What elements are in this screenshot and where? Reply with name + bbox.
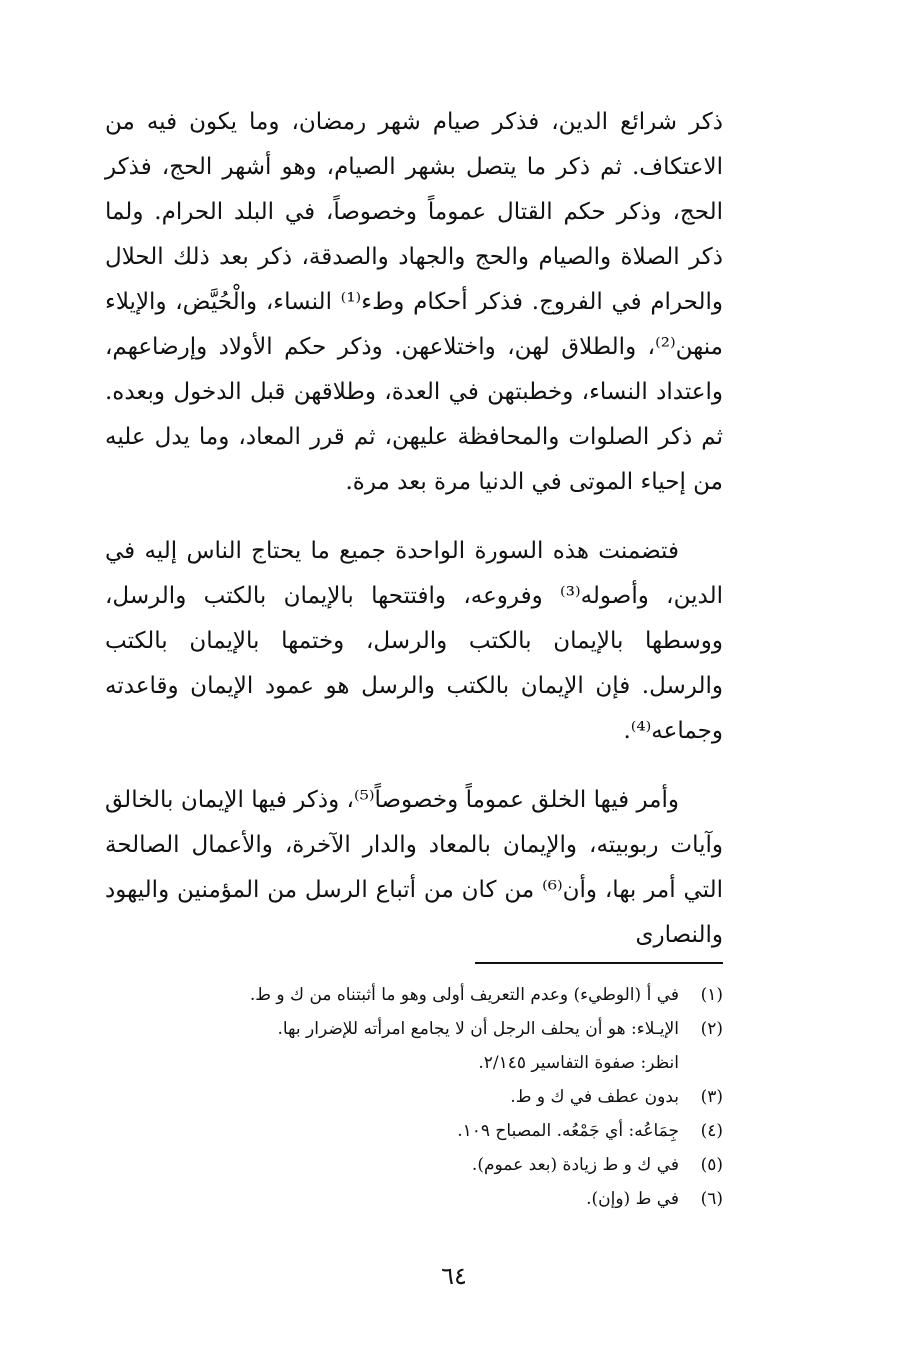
- footnote-3: [200, 1080, 723, 1114]
- footnote-number: (٦): [700, 1189, 723, 1209]
- footnote-5: [200, 1148, 723, 1182]
- footnote-number: (٤): [700, 1121, 723, 1141]
- page-number: ٦٤: [441, 1262, 467, 1290]
- footnote-text: جِمَاعُه: أي جَمْعُه. المصباح ١٠٩.: [457, 1121, 679, 1141]
- footnote-2-continuation: [200, 1046, 723, 1080]
- footnote-separator: [475, 962, 723, 964]
- footnote-text: في ط (وإن).: [586, 1189, 679, 1209]
- footnotes: [200, 978, 723, 1216]
- footnote-text: الإيـلاء: هو أن يحلف الرجل أن لا يجامع امرأته للإضرار بها.: [277, 1019, 679, 1039]
- footnote-number: (٥): [700, 1155, 723, 1175]
- paragraph-3: وأمر فيها الخلق عموماً وخصوصاً⁽⁵⁾، وذكر فيها الإيمان بالخالق وآيات ربوبيته، والإيمان بالمعاد والدار الآخرة، والأعمال الصالحة التي أمر بها، وأن⁽⁶⁾ من كان من أتباع الرسل من المؤمنين واليهود والنصارى: [105, 787, 723, 948]
- footnote-text: بدون عطف في ك و ط.: [510, 1087, 679, 1107]
- paragraph-2: فتضمنت هذه السورة الواحدة جميع ما يحتاج الناس إليه في الدين، وأصوله⁽³⁾ وفروعه، وافتتحها بالإيمان بالكتب والرسل، ووسطها بالإيمان بالكتب والرسل، وختمها بالإيمان بالكتب والرسل. فإن الإيمان بالكتب والرسل هو عمود الإيمان وقاعدته وجماعه⁽⁴⁾.: [105, 538, 723, 744]
- footnote-number: (٢): [700, 1019, 723, 1039]
- footnote-2: [200, 1012, 723, 1046]
- footnote-1: [200, 978, 723, 1012]
- footnote-4: [200, 1114, 723, 1148]
- footnote-text: انظر: صفوة التفاسير ٢/١٤٥.: [478, 1053, 679, 1073]
- footnote-text: في ك و ط زيادة (بعد عموم).: [471, 1155, 679, 1175]
- main-text: [105, 100, 723, 958]
- footnote-text: في أ (الوطيء) وعدم التعريف أولى وهو ما أثبتناه من ك و ط.: [249, 985, 679, 1005]
- paragraph-1: ذكر شرائع الدين، فذكر صيام شهر رمضان، وما يكون فيه من الاعتكاف. ثم ذكر ما يتصل بشهر الصيام، وهو أشهر الحج، فذكر الحج، وذكر حكم القتال عموماً وخصوصاً، في البلد الحرام. ولما ذكر الصلاة والصيام والحج والجهاد والصدقة، ذكر بعد ذلك الحلال والحرام في الفروج. فذكر أحكام وطء⁽¹⁾ النساء، والْحُيَّض، والإيلاء منهن⁽²⁾، والطلاق لهن، واختلاعهن. وذكر حكم الأولاد وإرضاعهم، واعتداد النساء، وخطبتهن في العدة، وطلاقهن قبل الدخول وبعده. ثم ذكر الصلوات والمحافظة عليهن، ثم قرر المعاد، وما يدل عليه من إحياء الموتى في الدنيا مرة بعد مرة.: [105, 109, 723, 495]
- footnote-number: (١): [700, 985, 723, 1005]
- footnote-number: (٣): [700, 1087, 723, 1107]
- footnote-6: [200, 1182, 723, 1216]
